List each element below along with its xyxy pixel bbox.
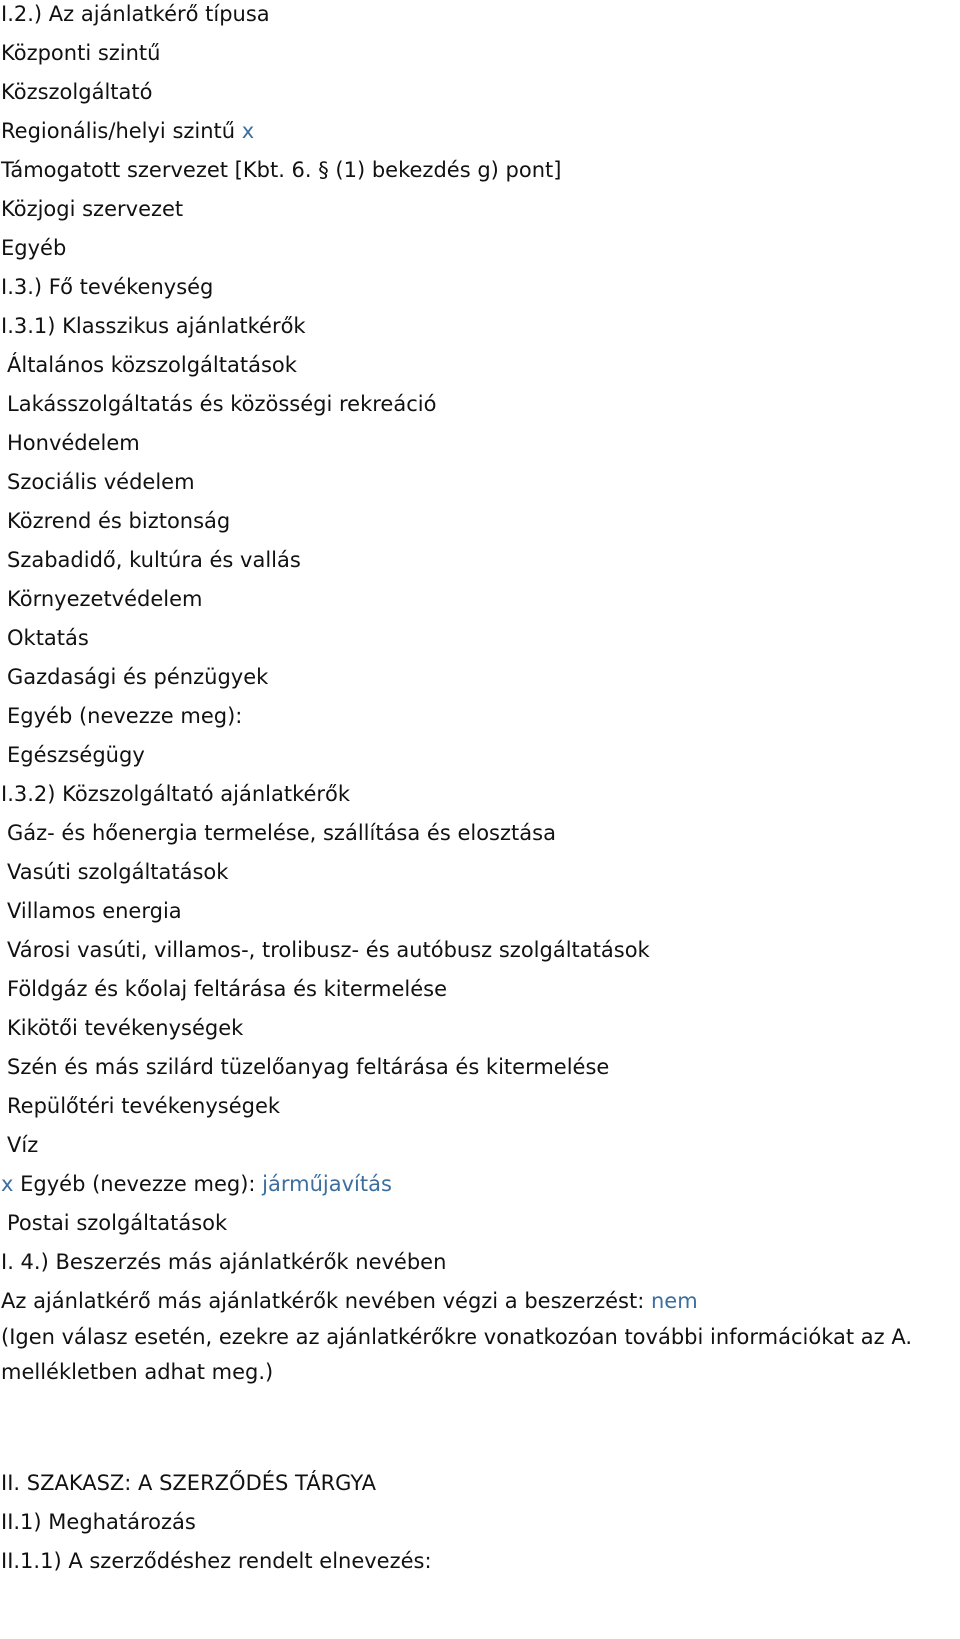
utility-other-label: Egyéb (nevezze meg): [20, 1172, 256, 1196]
classical-item: Általános közszolgáltatások [7, 353, 297, 377]
option-regional [1, 117, 254, 145]
utility-item: Vasúti szolgáltatások [7, 860, 229, 884]
classical-item: Honvédelem [7, 431, 140, 455]
utility-item-postal: Postai szolgáltatások [7, 1211, 228, 1235]
utility-item-other [1, 1170, 392, 1198]
option-supported-organization: Támogatott szervezet [Kbt. 6. § (1) bekezdés g) pont] [1, 158, 562, 182]
section-heading-contract-subject: II. SZAKASZ: A SZERZŐDÉS TÁRGYA [1, 1471, 376, 1495]
option-regional-label: Regionális/helyi szintű [1, 119, 236, 143]
option-public-law-body: Közjogi szervezet [1, 197, 184, 221]
selected-mark: x [1, 1172, 14, 1196]
classical-item: Oktatás [7, 626, 89, 650]
section-heading-contracting-authority-type: I.2.) Az ajánlatkérő típusa [1, 2, 270, 26]
classical-item: Lakásszolgáltatás és közösségi rekreáció [7, 392, 437, 416]
classical-item: Egyéb (nevezze meg): [7, 704, 243, 728]
subsection-heading-classical: I.3.1) Klasszikus ajánlatkérők [1, 314, 306, 338]
classical-item: Környezetvédelem [7, 587, 203, 611]
utility-item: Repülőtéri tevékenységek [7, 1094, 281, 1118]
utility-item: Villamos energia [7, 899, 182, 923]
utility-item: Földgáz és kőolaj feltárása és kitermelése [7, 977, 448, 1001]
option-central: Központi szintű [1, 41, 161, 65]
section-heading-procurement-on-behalf: I. 4.) Beszerzés más ajánlatkérők nevében [1, 1250, 447, 1274]
section-heading-main-activity: I.3.) Fő tevékenység [1, 275, 214, 299]
on-behalf-note: (Igen válasz esetén, ezekre az ajánlatkérőkre vonatkozóan további információkat az A. mellékletben adhat meg.) [1, 1325, 913, 1384]
utility-other-value: járműjavítás [262, 1172, 392, 1196]
classical-item: Gazdasági és pénzügyek [7, 665, 269, 689]
selected-mark: x [241, 119, 255, 143]
on-behalf-question [1, 1287, 698, 1315]
option-other: Egyéb [1, 236, 67, 260]
option-public-service: Közszolgáltató [1, 80, 153, 104]
on-behalf-answer: nem [651, 1289, 698, 1313]
classical-item: Közrend és biztonság [7, 509, 231, 533]
classical-item: Egészségügy [7, 743, 145, 767]
utility-item: Szén és más szilárd tüzelőanyag feltárása és kitermelése [7, 1055, 610, 1079]
utility-item: Víz [7, 1133, 39, 1157]
on-behalf-question-text: Az ajánlatkérő más ajánlatkérők nevében végzi a beszerzést: [1, 1289, 645, 1313]
utility-item: Gáz- és hőenergia termelése, szállítása és elosztása [7, 821, 556, 845]
subsection-heading-definition: II.1) Meghatározás [1, 1510, 196, 1534]
subsection-heading-utilities: I.3.2) Közszolgáltató ajánlatkérők [1, 782, 351, 806]
classical-item: Szabadidő, kultúra és vallás [7, 548, 301, 572]
subsection-heading-contract-name: II.1.1) A szerződéshez rendelt elnevezés: [1, 1549, 432, 1573]
utility-item: Kikötői tevékenységek [7, 1016, 244, 1040]
utility-item: Városi vasúti, villamos-, trolibusz- és autóbusz szolgáltatások [7, 938, 650, 962]
classical-item: Szociális védelem [7, 470, 195, 494]
